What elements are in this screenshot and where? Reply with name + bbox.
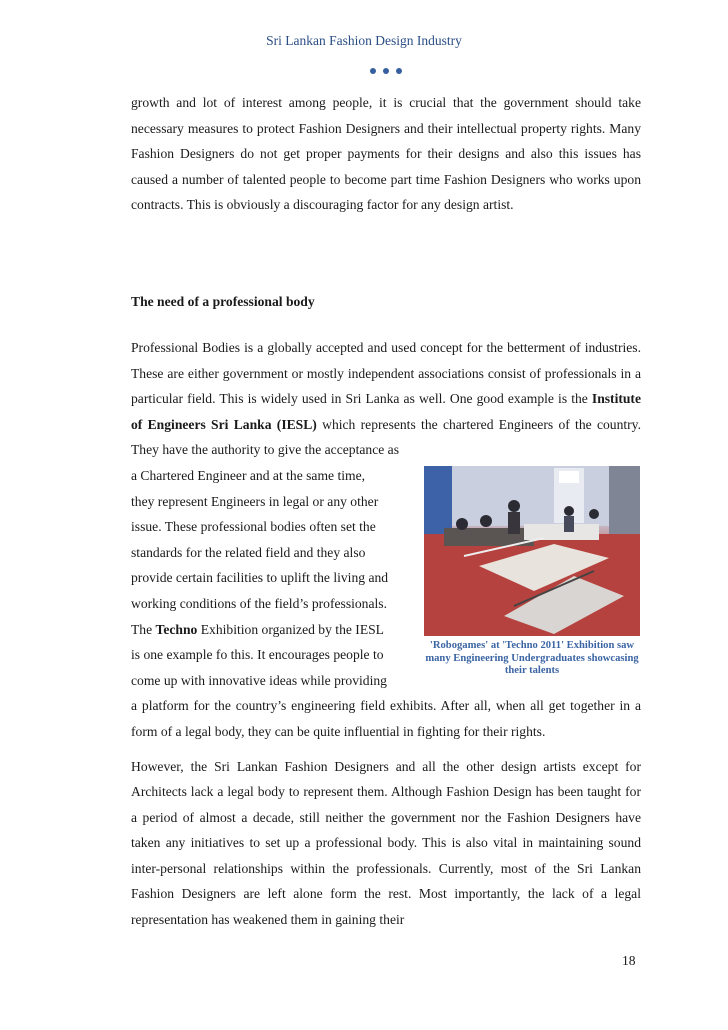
figure-caption: 'Robogames' at 'Techno 2011' Exhibition saw many Engineering Undergraduates showcasing their talents <box>425 640 639 677</box>
wrap-line-text: Exhibition organized by the IESL <box>197 621 384 637</box>
section-heading: The need of a professional body <box>131 294 315 309</box>
paragraph-1 <box>131 90 641 218</box>
paragraph-1-text: growth and lot of interest among people, it is crucial that the government should take necessary measures to protect Fashion Designers and their intellectual property rights. Many Fashion Designers do not get proper payments for their designs and also this issues has caused a number of talented people to become part time Fashion Designers who works upon contracts. This is obviously a discouraging factor for any design artist. <box>131 95 641 213</box>
wrap-line: working conditions of the field’s professionals. <box>131 595 387 611</box>
paragraph-2-text-a: Professional Bodies is a globally accepted and used concept for the betterment of industries. These are either government or mostly independent associations consist of professionals in a particular field. This is widely used in Sri Lanka as well. One good example is the <box>131 340 641 407</box>
wrap-line: standards for the related field and they also <box>131 544 366 560</box>
techno-bold: Techno <box>155 621 198 637</box>
paragraph-2-text-b: which represents the chartered Engineers of the country. They have the authority to give the acceptance as <box>131 416 641 458</box>
wrap-line: come up with innovative ideas while providing <box>131 672 387 688</box>
page-number: 18 <box>622 953 636 968</box>
wrap-line: issue. These professional bodies often set the <box>131 519 376 535</box>
paragraph-2-end: a platform for the country’s engineering field exhibits. After all, when all get together in a form of a legal body, they can be quite influential in fighting for their rights. <box>131 698 641 739</box>
wrap-line: a Chartered Engineer and at the same time, <box>131 467 366 483</box>
wrap-line: they represent Engineers in legal or any other <box>131 493 379 509</box>
header-ornament-dots <box>370 68 402 76</box>
paragraph-2-intro <box>131 335 641 463</box>
figure <box>424 466 640 678</box>
wrap-line <box>131 617 413 643</box>
exhibition-photo <box>424 466 640 636</box>
paragraph-2-wrap <box>131 463 413 693</box>
iesl-bold: Institute of Engineers Sri Lanka (IESL) <box>131 391 641 432</box>
wrap-line-text: The <box>131 621 156 637</box>
running-header: Sri Lankan Fashion Design Industry <box>266 33 462 48</box>
wrap-line: provide certain facilities to uplift the living and <box>131 570 389 586</box>
exhibition-photo-illustration <box>424 466 640 636</box>
wrap-line: is one example fo this. It encourages people to <box>131 647 384 663</box>
paragraph-3: However, the Sri Lankan Fashion Designers and all the other design artists except for Architects lack a legal body to represent them. Although Fashion Design has been taught for a period of almost a decade, still neither the government nor the Fashion Designers have taken any initiatives to set up a professional body. This is also vital in maintaining sound inter-personal relationships within the professionals. Currently, most of the Sri Lankan Fashion Designers are left alone form the rest. Most importantly, the lack of a legal representation has weakened them in gaining their <box>131 758 641 928</box>
